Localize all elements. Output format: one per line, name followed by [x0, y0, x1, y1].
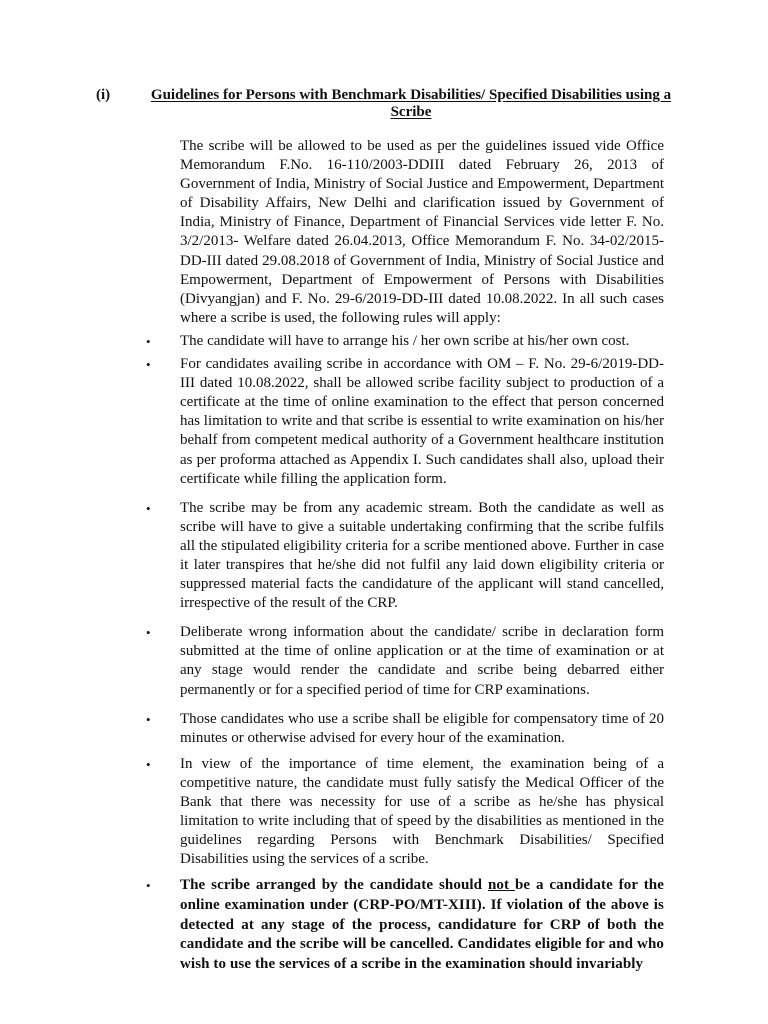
list-item	[146, 332, 664, 351]
intro-paragraph: The scribe will be allowed to be used as per the guidelines issued vide Office Memorandum F.No. 16-110/2003-DDIII dated February 26, 2013 of Government of India, Ministry of Social Justice and Empowerment, Department of Disability Affairs, New Delhi and clarification issued by Government of India, Ministry of Finance, Department of Financial Services vide letter F. No. 3/2/2013- Welfare dated 26.04.2013, Office Memorandum F. No. 34-02/2015- DD-III dated 29.08.2018 of Government of India, Ministry of Social Justice and Empowerment, Department of Empowerment of Persons with Disabilities (Divyangjan) and F. No. 29-6/2019-DD-III dated 10.08.2022. In all such cases where a scribe is used, the following rules will apply:	[180, 138, 664, 326]
list-item	[146, 755, 664, 870]
list-item-emphasized	[146, 876, 664, 974]
text-run: The scribe arranged by the candidate should	[180, 877, 488, 894]
section-number: (i)	[96, 87, 111, 103]
list-item-text: The candidate will have to arrange his / her own scribe at his/her own cost.	[180, 332, 630, 349]
bullet-icon: •	[146, 500, 151, 516]
list-item-text	[180, 876, 664, 974]
section-title: Guidelines for Persons with Benchmark Disabilities/ Specified Disabilities using a Scribe	[150, 87, 672, 120]
bullet-icon: •	[146, 756, 151, 772]
list-item-text: In view of the importance of time element, the examination being of a competitive nature, the candidate must fully satisfy the Medical Officer of the Bank that there was necessity for use of a scribe as he/she has physical limitation to write including that of speed by the disabilities as mentioned in the guidelines regarding Persons with Benchmark Disabilities/ Specified Disabilities using the services of a scribe.	[180, 755, 664, 868]
section-body	[146, 137, 664, 974]
underlined-word: not	[487, 877, 515, 894]
bullet-icon: •	[146, 357, 151, 373]
list-item-text: Those candidates who use a scribe shall be eligible for compensatory time of 20 minutes or otherwise advised for every hour of the examination.	[180, 710, 664, 746]
bullet-icon: •	[146, 333, 151, 349]
list-item	[146, 710, 664, 748]
list-item-text: For candidates availing scribe in accordance with OM – F. No. 29-6/2019-DD-III dated 10.08.2022, shall be allowed scribe facility subject to production of a certificate at the time of online examination to the effect that person concerned has limitation to write and that scribe is essential to write examination on his/her behalf from competent medical authority of a Government healthcare institution as per proforma attached as Appendix I. Such candidates shall also, upload their certificate while filling the application form.	[180, 356, 664, 487]
text-run: be a candidate for the online examination under (CRP-PO/MT-XIII). If violation of the above is detected at any stage of the process, candidature for CRP of both the candidate and the scribe will be cancelled. Candidates eligible for and who wish to use the services of a scribe in the examination should invariably	[180, 877, 664, 972]
bullet-icon: •	[146, 625, 151, 641]
list-item	[146, 499, 664, 614]
list-item-text: Deliberate wrong information about the candidate/ scribe in declaration form submitted at the time of online application or at the time of examination or at any stage would render the candidate and scribe being debarred either permanently or for a specified period of time for CRP examinations.	[180, 624, 664, 698]
bullet-icon: •	[146, 711, 151, 727]
list-item	[146, 623, 664, 699]
bullet-icon: •	[146, 878, 151, 894]
list-item	[146, 355, 664, 489]
section-heading	[96, 87, 676, 121]
list-item-text: The scribe may be from any academic stream. Both the candidate as well as scribe will have to give a suitable undertaking confirming that the scribe fulfils all the stipulated eligibility criteria for a scribe mentioned above. Further in case it later transpires that he/she did not fulfil any laid down eligibility criteria or suppressed material facts the candidature of the applicant will stand cancelled, irrespective of the result of the CRP.	[180, 499, 664, 612]
